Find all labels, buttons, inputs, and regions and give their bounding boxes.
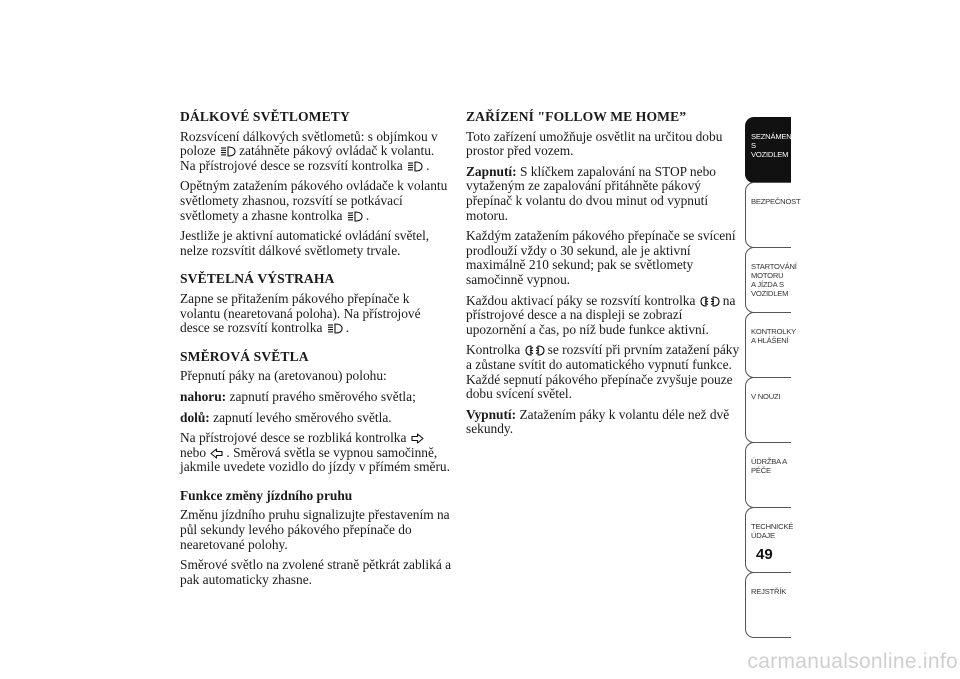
turn-up-line — [180, 390, 452, 405]
turn-left-arrow-icon — [210, 448, 223, 459]
follow-paragraph-3 — [466, 294, 740, 338]
tab-seznameni-s-vozidlem[interactable]: SEZNÁMENÍ S VOZIDLEM — [745, 117, 791, 183]
high-beam-paragraph-3: Jestliže je aktivní automatické ovládání světel, nelze rozsvítit dálkové světlomety trvale. — [180, 228, 430, 258]
turn-down-label: dolů: — [180, 409, 210, 425]
tab-technicke-udaje[interactable]: TECHNICKÉ ÚDAJE — [745, 507, 791, 573]
follow-paragraph-1: Toto zařízení umožňuje osvětlit na určitou dobu prostor před vozem. — [466, 128, 723, 159]
follow-paragraph-4 — [466, 343, 740, 401]
turn-paragraph-1: Přepnutí páky na (aretovanou) polohu: — [180, 368, 387, 384]
lane-paragraph-2: Směrové světlo na zvolené straně pětkrát zabliká a pak automaticky zhasne. — [180, 557, 452, 587]
section-title-flash: SVĚTELNÁ VÝSTRAHA — [180, 271, 335, 287]
high-beam-p2-text: Opětným zatažením pákového ovládače k volantu světlomety zhasnou, rozsvítí se potkávací světlomety a zhasne kontrolka — [180, 178, 448, 223]
turn-p2-end: Směrová světla se vypnou samočinně, jakmile uvedete vozidlo do jízdy v přímém směru. — [180, 444, 450, 475]
subsection-title-lane-change: Funkce změny jízdního pruhu — [180, 487, 353, 503]
follow-p3-end: na přístrojové desce a na displeji se zobrazí upozornění a čas, po níž bude funkce aktivní. — [466, 292, 736, 337]
watermark: carmanualsonline.info — [747, 650, 958, 673]
page-number: 49 — [756, 546, 773, 563]
section-title-follow-me-home: ZAŘÍZENÍ "FOLLOW ME HOME” — [466, 109, 687, 124]
turn-p2-start: Na přístrojové desce se rozbliká kontrolka — [180, 430, 407, 446]
high-beam-p1-end: zatáhněte pákový ovládač k volantu. Na přístrojové desce se rozsvítí kontrolka — [180, 143, 435, 173]
right-column — [466, 110, 740, 443]
tab-v-nouzi[interactable]: V NOUZI — [745, 377, 791, 443]
section-title-high-beam: DÁLKOVÉ SVĚTLOMETY — [180, 109, 350, 124]
turn-p2-or: nebo — [180, 444, 207, 460]
high-beam-paragraph-2: Opětným zatažením pákového ovládače k volantu světlomety zhasnou, rozsvítí se potkávací světlomety a zhasne kontrolka . — [180, 178, 448, 223]
left-column — [180, 110, 452, 593]
high-beam-icon — [220, 146, 236, 157]
high-beam-icon — [407, 161, 423, 172]
turn-down-text: zapnutí levého směrového světla. — [213, 409, 392, 425]
follow-p4-start: Kontrolka — [466, 342, 521, 358]
turn-right-arrow-icon — [411, 433, 424, 444]
follow-on-paragraph — [466, 165, 740, 223]
high-beam-icon — [327, 323, 343, 334]
turn-paragraph-2: Na přístrojové desce se rozbliká kontrolka nebo . Směrová světla se vypnou samočinně, jakmile uvedete vozidlo do jízdy v přímém směru. — [180, 430, 450, 475]
lane-paragraph-1: Změnu jízdního pruhu signalizujte přestavením na půl sekundy levého pákového přepínače do nearetované polohy. — [180, 507, 450, 552]
follow-off-text: Zatažením páky k volantu déle než dvě sekundy. — [466, 406, 730, 437]
follow-off-label: Vypnutí: — [466, 406, 517, 422]
section-title-turn-signals: SMĚROVÁ SVĚTLA — [180, 348, 309, 364]
follow-me-home-icon — [525, 345, 545, 356]
tab-udrzba-a-pece[interactable]: ÚDRŽBA A PÉČE — [745, 442, 791, 508]
follow-on-label: Zapnutí: — [466, 163, 517, 179]
flash-paragraph: Zapne se přitažením pákového přepínače k volantu (nearetovaná poloha). Na přístrojové desce se rozsvítí kontrolka . — [180, 290, 421, 336]
high-beam-paragraph-1: Rozsvícení dálkových světlometů: s objímkou v poloze zatáhněte pákový ovládač k volantu. Na přístrojové desce se rozsvítí kontrolka . — [180, 128, 438, 173]
follow-paragraph-2: Každým zatažením pákového přepínače se svícení prodlouží vždy o 30 sekund, ale je aktivní maximálně 210 sekund; pak se světlomety samočinně vypnou. — [466, 228, 736, 287]
turn-down-line — [180, 411, 452, 426]
turn-up-label: nahoru: — [180, 388, 227, 404]
follow-off-paragraph — [466, 408, 740, 437]
flash-p1-text: Zapne se přitažením pákového přepínače k volantu (nearetovaná poloha). Na přístrojové desce se rozsvítí kontrolka — [180, 290, 421, 336]
turn-up-text: zapnutí pravého směrového světla; — [229, 388, 416, 404]
high-beam-p1-start: Rozsvícení dálkových světlometů: s objímkou v poloze — [180, 128, 438, 159]
tab-startovani-motoru[interactable]: STARTOVÁNÍ MOTORU A JÍZDA S VOZIDLEM — [745, 247, 791, 313]
high-beam-icon — [347, 211, 363, 222]
follow-on-text: S klíčkem zapalování na STOP nebo vytaženým ze zapalování přitáhněte pákový přepínač k volantu do dvou minut od vypnutí motoru. — [466, 163, 716, 223]
follow-p3-start: Každou aktivací páky se rozsvítí kontrolka — [466, 292, 696, 308]
tab-kontrolky-a-hlaseni[interactable]: KONTROLKY A HLÁŠENÍ — [745, 312, 791, 378]
tab-rejstrik[interactable]: REJSTŘÍK — [745, 572, 791, 638]
tab-bezpecnost[interactable]: BEZPEČNOST — [745, 182, 791, 248]
follow-p4-end: se rozsvítí při prvním zatažení páky a zůstane svítit do automatického vypnutí funkce. Každé sepnutí pákového přepínače zvyšuje pouze dobu svícení světel. — [466, 342, 740, 402]
follow-me-home-icon — [700, 296, 720, 307]
